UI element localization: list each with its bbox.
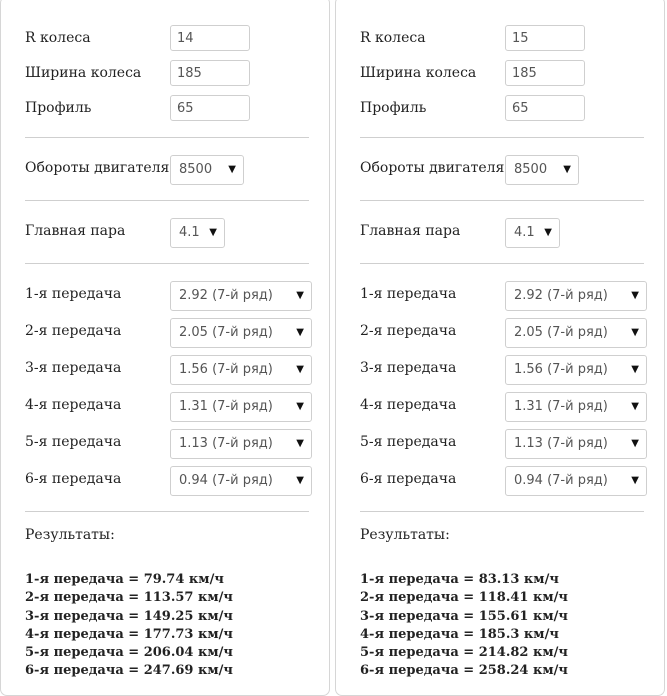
- gear5-label: 5-я передача: [25, 434, 122, 450]
- engine-rpm-select[interactable]: [505, 155, 579, 185]
- result-gear6: 6-я передача = 258.24 км/ч: [360, 663, 568, 679]
- profile-row: [25, 95, 309, 123]
- gear2-select[interactable]: [505, 318, 647, 348]
- result-gear5: 5-я передача = 214.82 км/ч: [360, 645, 568, 661]
- divider: [25, 263, 309, 264]
- result-gear1: 1-я передача = 79.74 км/ч: [25, 572, 224, 587]
- gear1-label: 1-я передача: [25, 286, 122, 302]
- chevron-down-icon: ▼: [631, 290, 639, 301]
- gear6-label: 6-я передача: [25, 471, 122, 487]
- gear4-row: [360, 392, 644, 420]
- r-wheel-row: [25, 25, 309, 53]
- gear1-select[interactable]: [170, 281, 312, 311]
- gear4-select[interactable]: [505, 392, 647, 422]
- gear1-row: [360, 281, 644, 309]
- divider: [25, 137, 309, 138]
- calculator-panel-left: [0, 0, 330, 696]
- engine-rpm-label: Обороты двигателя: [25, 160, 170, 176]
- gear6-value: 0.94 (7-й ряд): [514, 473, 608, 488]
- main-pair-label: Главная пара: [360, 223, 461, 239]
- main-pair-value: 4.1: [514, 225, 535, 240]
- gear2-value: 2.05 (7-й ряд): [514, 325, 608, 340]
- r-wheel-row: [360, 25, 644, 53]
- profile-row: [360, 95, 644, 123]
- wheel-width-input[interactable]: 185: [505, 60, 585, 86]
- chevron-down-icon: ▼: [631, 327, 639, 338]
- result-gear4: 4-я передача = 185.3 км/ч: [360, 626, 559, 642]
- gear2-label: 2-я передача: [360, 323, 457, 339]
- gear6-select[interactable]: [170, 466, 312, 496]
- r-wheel-input[interactable]: 14: [170, 25, 250, 51]
- gear5-select[interactable]: [170, 429, 312, 459]
- calculator-panel-right: [335, 0, 665, 696]
- gear3-select[interactable]: [170, 355, 312, 385]
- result-gear5: 5-я передача = 206.04 км/ч: [25, 645, 233, 661]
- results-title: Результаты:: [360, 527, 450, 543]
- gear1-select[interactable]: [505, 281, 647, 311]
- gear4-select[interactable]: [170, 392, 312, 422]
- main-pair-select[interactable]: [170, 218, 225, 248]
- chevron-down-icon: ▼: [296, 438, 304, 449]
- engine-rpm-label: Обороты двигателя: [360, 160, 505, 176]
- gear5-select[interactable]: [505, 429, 647, 459]
- divider: [360, 200, 644, 201]
- r-wheel-label: R колеса: [25, 30, 91, 46]
- profile-input[interactable]: 65: [505, 95, 585, 121]
- divider: [360, 137, 644, 138]
- chevron-down-icon: ▼: [228, 164, 236, 175]
- chevron-down-icon: ▼: [631, 438, 639, 449]
- gear2-row: [25, 318, 309, 346]
- gear5-value: 1.13 (7-й ряд): [179, 436, 273, 451]
- chevron-down-icon: ▼: [296, 475, 304, 486]
- wheel-width-input[interactable]: 185: [170, 60, 250, 86]
- gear2-label: 2-я передача: [25, 323, 122, 339]
- gear3-row: [360, 355, 644, 383]
- wheel-width-label: Ширина колеса: [25, 65, 142, 81]
- gear3-select[interactable]: [505, 355, 647, 385]
- result-gear1: 1-я передача = 83.13 км/ч: [360, 572, 559, 587]
- gear6-row: [360, 466, 644, 494]
- chevron-down-icon: ▼: [296, 364, 304, 375]
- divider: [360, 511, 644, 512]
- chevron-down-icon: ▼: [563, 164, 571, 175]
- gear6-value: 0.94 (7-й ряд): [179, 473, 273, 488]
- result-gear4: 4-я передача = 177.73 км/ч: [25, 626, 233, 642]
- gear3-value: 1.56 (7-й ряд): [514, 362, 608, 377]
- main-pair-label: Главная пара: [25, 223, 126, 239]
- gear5-value: 1.13 (7-й ряд): [514, 436, 608, 451]
- engine-rpm-row: [25, 155, 309, 183]
- gear6-row: [25, 466, 309, 494]
- main-pair-select[interactable]: [505, 218, 560, 248]
- gear5-row: [25, 429, 309, 457]
- chevron-down-icon: ▼: [209, 227, 217, 238]
- engine-rpm-row: [360, 155, 644, 183]
- result-gear6: 6-я передача = 247.69 км/ч: [25, 663, 233, 679]
- r-wheel-input[interactable]: 15: [505, 25, 585, 51]
- gear2-row: [360, 318, 644, 346]
- profile-label: Профиль: [360, 100, 427, 116]
- chevron-down-icon: ▼: [296, 290, 304, 301]
- gear4-value: 1.31 (7-й ряд): [514, 399, 608, 414]
- result-gear3: 3-я передача = 149.25 км/ч: [25, 608, 233, 624]
- divider: [360, 263, 644, 264]
- gear4-label: 4-я передача: [25, 397, 122, 413]
- chevron-down-icon: ▼: [296, 401, 304, 412]
- gear1-label: 1-я передача: [360, 286, 457, 302]
- wheel-width-label: Ширина колеса: [360, 65, 477, 81]
- result-gear2: 2-я передача = 113.57 км/ч: [25, 590, 233, 606]
- gear6-label: 6-я передача: [360, 471, 457, 487]
- divider: [25, 200, 309, 201]
- wheel-width-row: [360, 60, 644, 88]
- main-pair-row: [360, 218, 644, 246]
- main-pair-row: [25, 218, 309, 246]
- engine-rpm-value: 8500: [179, 162, 213, 177]
- gear3-value: 1.56 (7-й ряд): [179, 362, 273, 377]
- gear4-label: 4-я передача: [360, 397, 457, 413]
- gear1-row: [25, 281, 309, 309]
- gear6-select[interactable]: [505, 466, 647, 496]
- profile-label: Профиль: [25, 100, 92, 116]
- result-gear3: 3-я передача = 155.61 км/ч: [360, 608, 568, 624]
- profile-input[interactable]: 65: [170, 95, 250, 121]
- gear5-label: 5-я передача: [360, 434, 457, 450]
- chevron-down-icon: ▼: [296, 327, 304, 338]
- chevron-down-icon: ▼: [631, 401, 639, 412]
- gear1-value: 2.92 (7-й ряд): [179, 288, 273, 303]
- results-title: Результаты:: [25, 527, 115, 543]
- result-gear2: 2-я передача = 118.41 км/ч: [360, 590, 568, 606]
- chevron-down-icon: ▼: [631, 364, 639, 375]
- engine-rpm-select[interactable]: [170, 155, 244, 185]
- gear3-label: 3-я передача: [360, 360, 457, 376]
- gear4-value: 1.31 (7-й ряд): [179, 399, 273, 414]
- gear3-label: 3-я передача: [25, 360, 122, 376]
- chevron-down-icon: ▼: [544, 227, 552, 238]
- gear3-row: [25, 355, 309, 383]
- main-pair-value: 4.1: [179, 225, 200, 240]
- gear2-value: 2.05 (7-й ряд): [179, 325, 273, 340]
- wheel-width-row: [25, 60, 309, 88]
- chevron-down-icon: ▼: [631, 475, 639, 486]
- gear2-select[interactable]: [170, 318, 312, 348]
- r-wheel-label: R колеса: [360, 30, 426, 46]
- results-list: [360, 571, 568, 681]
- divider: [25, 511, 309, 512]
- results-list: [25, 571, 233, 681]
- gear4-row: [25, 392, 309, 420]
- engine-rpm-value: 8500: [514, 162, 548, 177]
- gear1-value: 2.92 (7-й ряд): [514, 288, 608, 303]
- gear5-row: [360, 429, 644, 457]
